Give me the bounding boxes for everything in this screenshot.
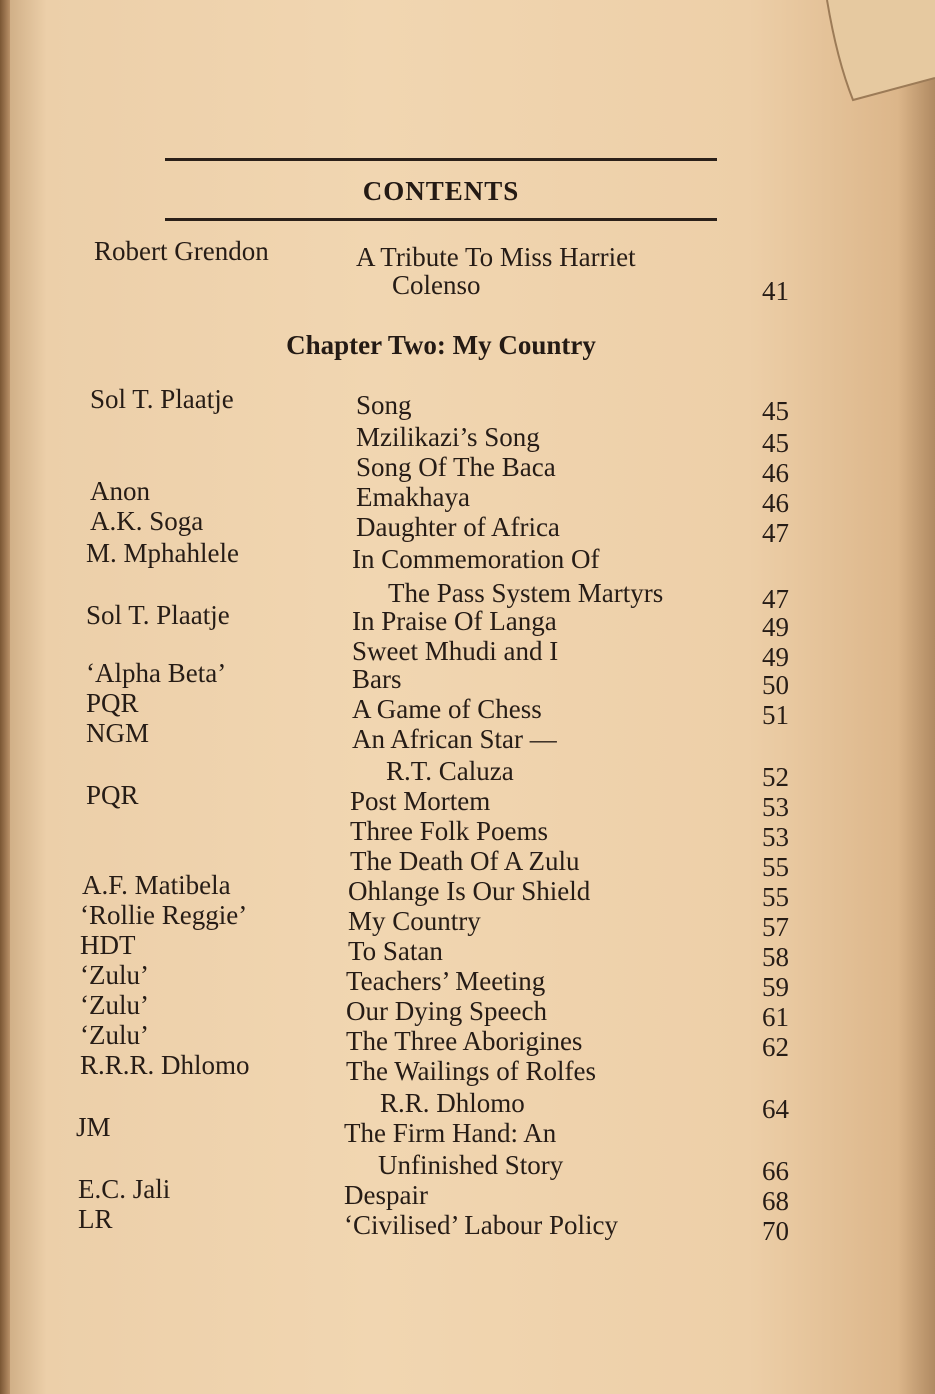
toc-page-number: 51 — [762, 700, 789, 730]
toc-title: My Country — [348, 906, 481, 936]
first-entry-author: Robert Grendon — [94, 236, 269, 266]
toc-title: Bars — [352, 664, 402, 694]
top-rule — [165, 158, 717, 161]
toc-page-number: 53 — [762, 822, 789, 852]
toc-page-number: 55 — [762, 852, 789, 882]
toc-page-number: 45 — [762, 396, 789, 426]
toc-title: R.R. Dhlomo — [380, 1088, 525, 1118]
toc-author: NGM — [86, 718, 150, 748]
toc-author: E.C. Jali — [78, 1174, 171, 1204]
toc-page-number: 49 — [762, 612, 789, 642]
toc-title: The Pass System Martyrs — [388, 578, 664, 608]
toc-page-number: 55 — [762, 882, 789, 912]
toc-title: In Commemoration Of — [352, 544, 600, 574]
first-entry-title-line1: A Tribute To Miss Harriet — [356, 242, 636, 272]
toc-title: Three Folk Poems — [350, 816, 548, 846]
toc-page-number: 52 — [762, 762, 789, 792]
toc-page-number: 53 — [762, 792, 789, 822]
toc-author: Anon — [90, 476, 150, 506]
toc-author: M. Mphahlele — [86, 538, 239, 568]
first-entry-page: 41 — [762, 276, 789, 306]
toc-page-number: 47 — [762, 584, 789, 614]
contents-heading: CONTENTS — [362, 176, 520, 206]
chapter-heading: Chapter Two: My Country — [286, 330, 596, 360]
toc-title: Teachers’ Meeting — [346, 966, 546, 996]
toc-author: Sol T. Plaatje — [90, 384, 234, 414]
toc-title: Post Mortem — [350, 786, 491, 816]
toc-page-number: 58 — [762, 942, 789, 972]
toc-author: PQR — [86, 688, 139, 718]
toc-title: Sweet Mhudi and I — [352, 636, 559, 666]
toc-title: Song — [356, 390, 412, 420]
toc-title: The Firm Hand: An — [344, 1118, 557, 1148]
toc-author: ‘Zulu’ — [80, 990, 149, 1020]
toc-author: Sol T. Plaatje — [86, 600, 230, 630]
toc-title: R.T. Caluza — [386, 756, 514, 786]
toc-author: A.F. Matibela — [82, 870, 231, 900]
toc-author: ‘Alpha Beta’ — [86, 658, 227, 688]
toc-author: R.R.R. Dhlomo — [80, 1050, 250, 1080]
toc-page-number: 64 — [762, 1094, 789, 1124]
toc-page-number: 50 — [762, 670, 789, 700]
toc-page-number: 66 — [762, 1156, 789, 1186]
toc-page-number: 57 — [762, 912, 789, 942]
toc-page-number: 46 — [762, 458, 789, 488]
book-spine — [0, 0, 10, 1394]
toc-title: ‘Civilised’ Labour Policy — [344, 1210, 618, 1240]
toc-author: PQR — [86, 780, 139, 810]
toc-page-number: 59 — [762, 972, 789, 1002]
toc-author: HDT — [80, 930, 136, 960]
toc-title: The Wailings of Rolfes — [346, 1056, 597, 1086]
toc-title: The Three Aborigines — [346, 1026, 583, 1056]
toc-title: Unfinished Story — [378, 1150, 564, 1180]
toc-author: ‘Rollie Reggie’ — [80, 900, 248, 930]
toc-title: Despair — [344, 1180, 428, 1210]
folded-corner — [815, 0, 935, 110]
first-entry-title-line2: Colenso — [392, 270, 481, 300]
toc-title: To Satan — [348, 936, 443, 966]
toc-title: The Death Of A Zulu — [350, 846, 580, 876]
toc-page-number: 68 — [762, 1186, 789, 1216]
toc-author: A.K. Soga — [90, 506, 204, 536]
toc-page-number: 70 — [762, 1216, 789, 1246]
toc-page-number: 61 — [762, 1002, 789, 1032]
toc-title: A Game of Chess — [352, 694, 542, 724]
toc-title: Mzilikazi’s Song — [356, 422, 540, 452]
toc-author: LR — [78, 1204, 113, 1234]
toc-author: JM — [76, 1112, 111, 1142]
toc-title: Ohlange Is Our Shield — [348, 876, 591, 906]
toc-title: Daughter of Africa — [356, 512, 560, 542]
toc-title: Song Of The Baca — [356, 452, 556, 482]
toc-page-number: 46 — [762, 488, 789, 518]
toc-title: In Praise Of Langa — [352, 606, 557, 636]
toc-author: ‘Zulu’ — [80, 960, 149, 990]
toc-page-number: 47 — [762, 518, 789, 548]
toc-title: An African Star — — [352, 724, 557, 754]
toc-page-number: 45 — [762, 428, 789, 458]
toc-page-number: 62 — [762, 1032, 789, 1062]
toc-title: Emakhaya — [356, 482, 470, 512]
toc-page-number: 49 — [762, 642, 789, 672]
toc-author: ‘Zulu’ — [80, 1020, 149, 1050]
toc-title: Our Dying Speech — [346, 996, 547, 1026]
heading-rule — [165, 218, 717, 221]
